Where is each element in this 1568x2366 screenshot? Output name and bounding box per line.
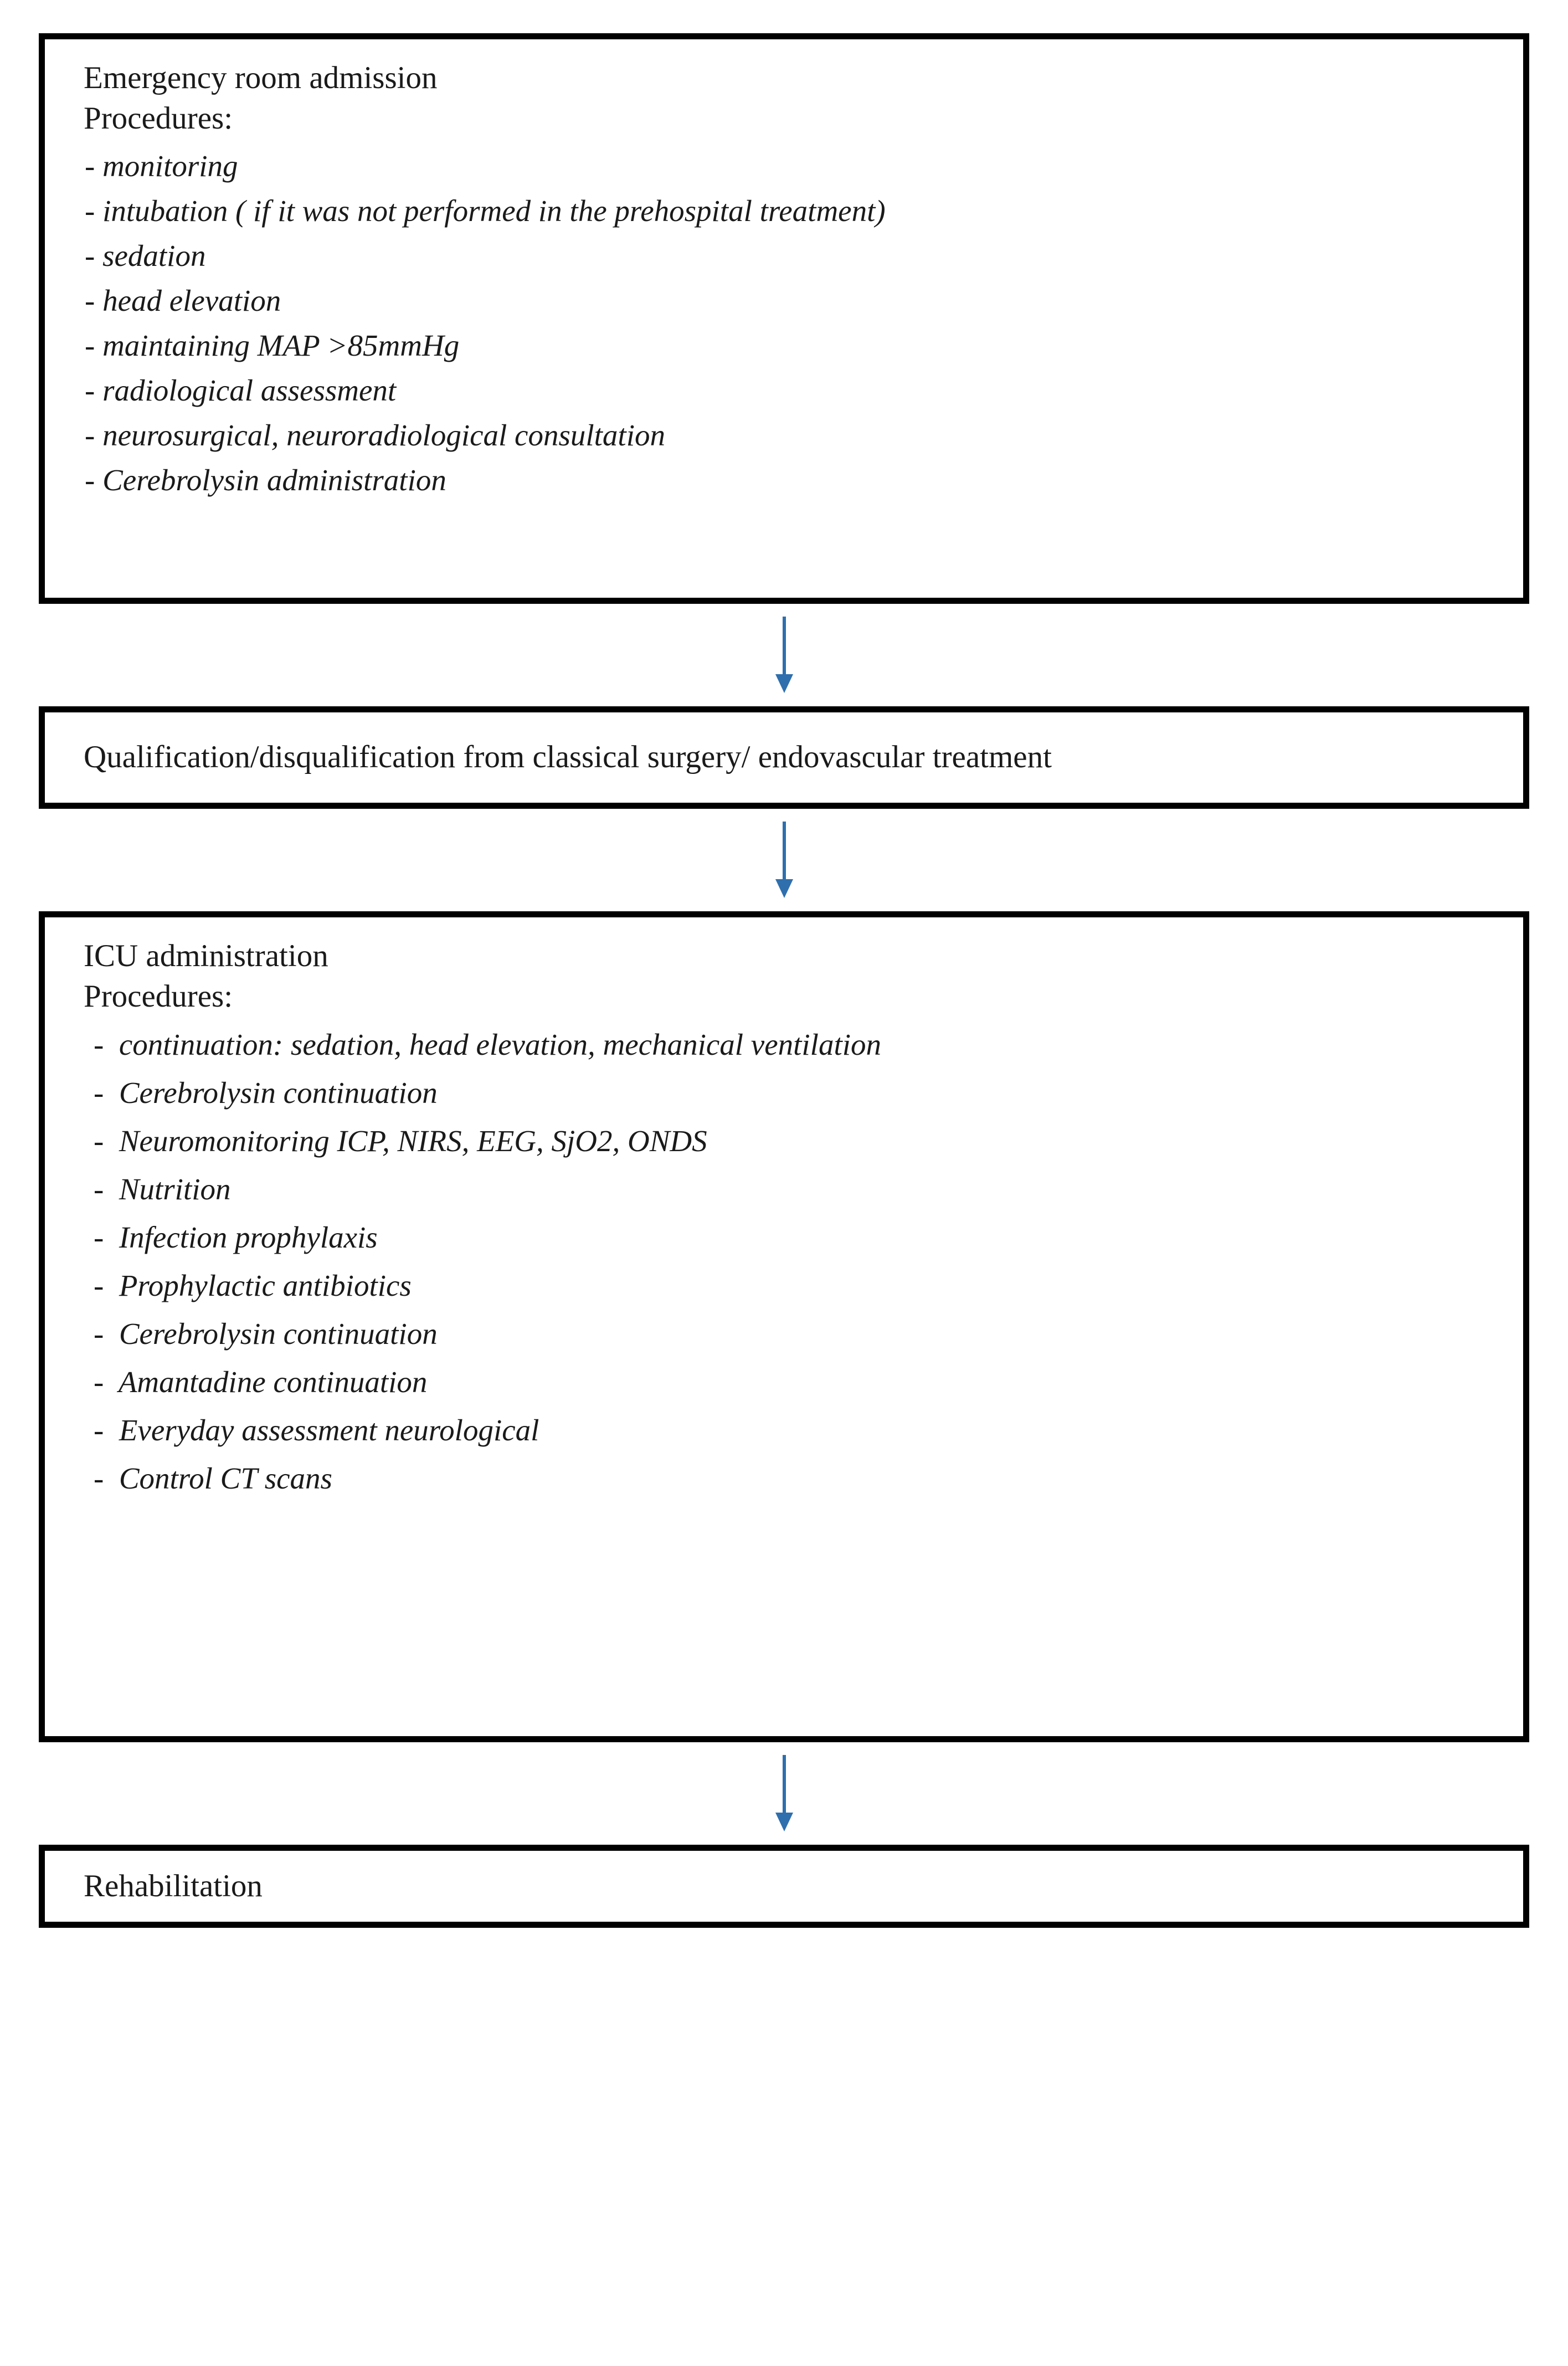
list-item: - Infection prophylaxis: [94, 1220, 378, 1254]
list-item: - head elevation: [85, 283, 281, 317]
node-icu-title: ICU administration: [84, 938, 328, 973]
node-icu-procedure-list: [78, 1017, 1490, 1502]
node-qualification: [39, 706, 1529, 809]
list-item: - Prophylactic antibiotics: [94, 1268, 412, 1302]
node-icu-subtitle: Procedures:: [84, 978, 233, 1014]
down-arrow-icon: [768, 822, 801, 899]
node-rehabilitation: [39, 1845, 1529, 1928]
list-item: - monitoring: [85, 148, 238, 183]
list-item: - Cerebrolysin continuation: [94, 1075, 438, 1110]
down-arrow-icon: [768, 1755, 801, 1833]
node-qualification-title: Qualification/disqualification from classical surgery/ endovascular treatment: [84, 740, 1052, 775]
list-item: - Control CT scans: [94, 1461, 332, 1495]
list-item: - radiological assessment: [85, 373, 397, 407]
node-emergency-title: Emergency room admission: [84, 60, 438, 95]
list-item: - Neuromonitoring ICP, NIRS, EEG, SjO2, ONDS: [94, 1123, 707, 1158]
list-item: - continuation: sedation, head elevation, mechanical ventilation: [94, 1027, 882, 1061]
node-emergency-room-admission: [39, 33, 1529, 604]
list-item: - Amantadine continuation: [94, 1364, 428, 1399]
arrow-icu-to-rehabilitation: [39, 1742, 1529, 1845]
list-item: - Cerebrolysin administration: [85, 463, 446, 497]
list-item: - Everyday assessment neurological: [94, 1413, 539, 1447]
node-rehabilitation-title: Rehabilitation: [84, 1868, 263, 1903]
list-item: - intubation ( if it was not performed in the prehospital treatment): [85, 193, 886, 228]
node-emergency-subtitle: Procedures:: [84, 100, 233, 136]
arrow-qualification-to-icu: [39, 809, 1529, 911]
list-item: - Nutrition: [94, 1172, 231, 1206]
node-icu-administration: [39, 911, 1529, 1742]
down-arrow-icon: [768, 617, 801, 694]
list-item: - sedation: [85, 238, 206, 273]
arrow-emergency-to-qualification: [39, 604, 1529, 706]
list-item: - neurosurgical, neuroradiological consultation: [85, 418, 665, 452]
list-item: - Cerebrolysin continuation: [94, 1316, 438, 1351]
node-emergency-procedure-list: [78, 139, 1490, 502]
list-item: - maintaining MAP >85mmHg: [85, 328, 460, 362]
